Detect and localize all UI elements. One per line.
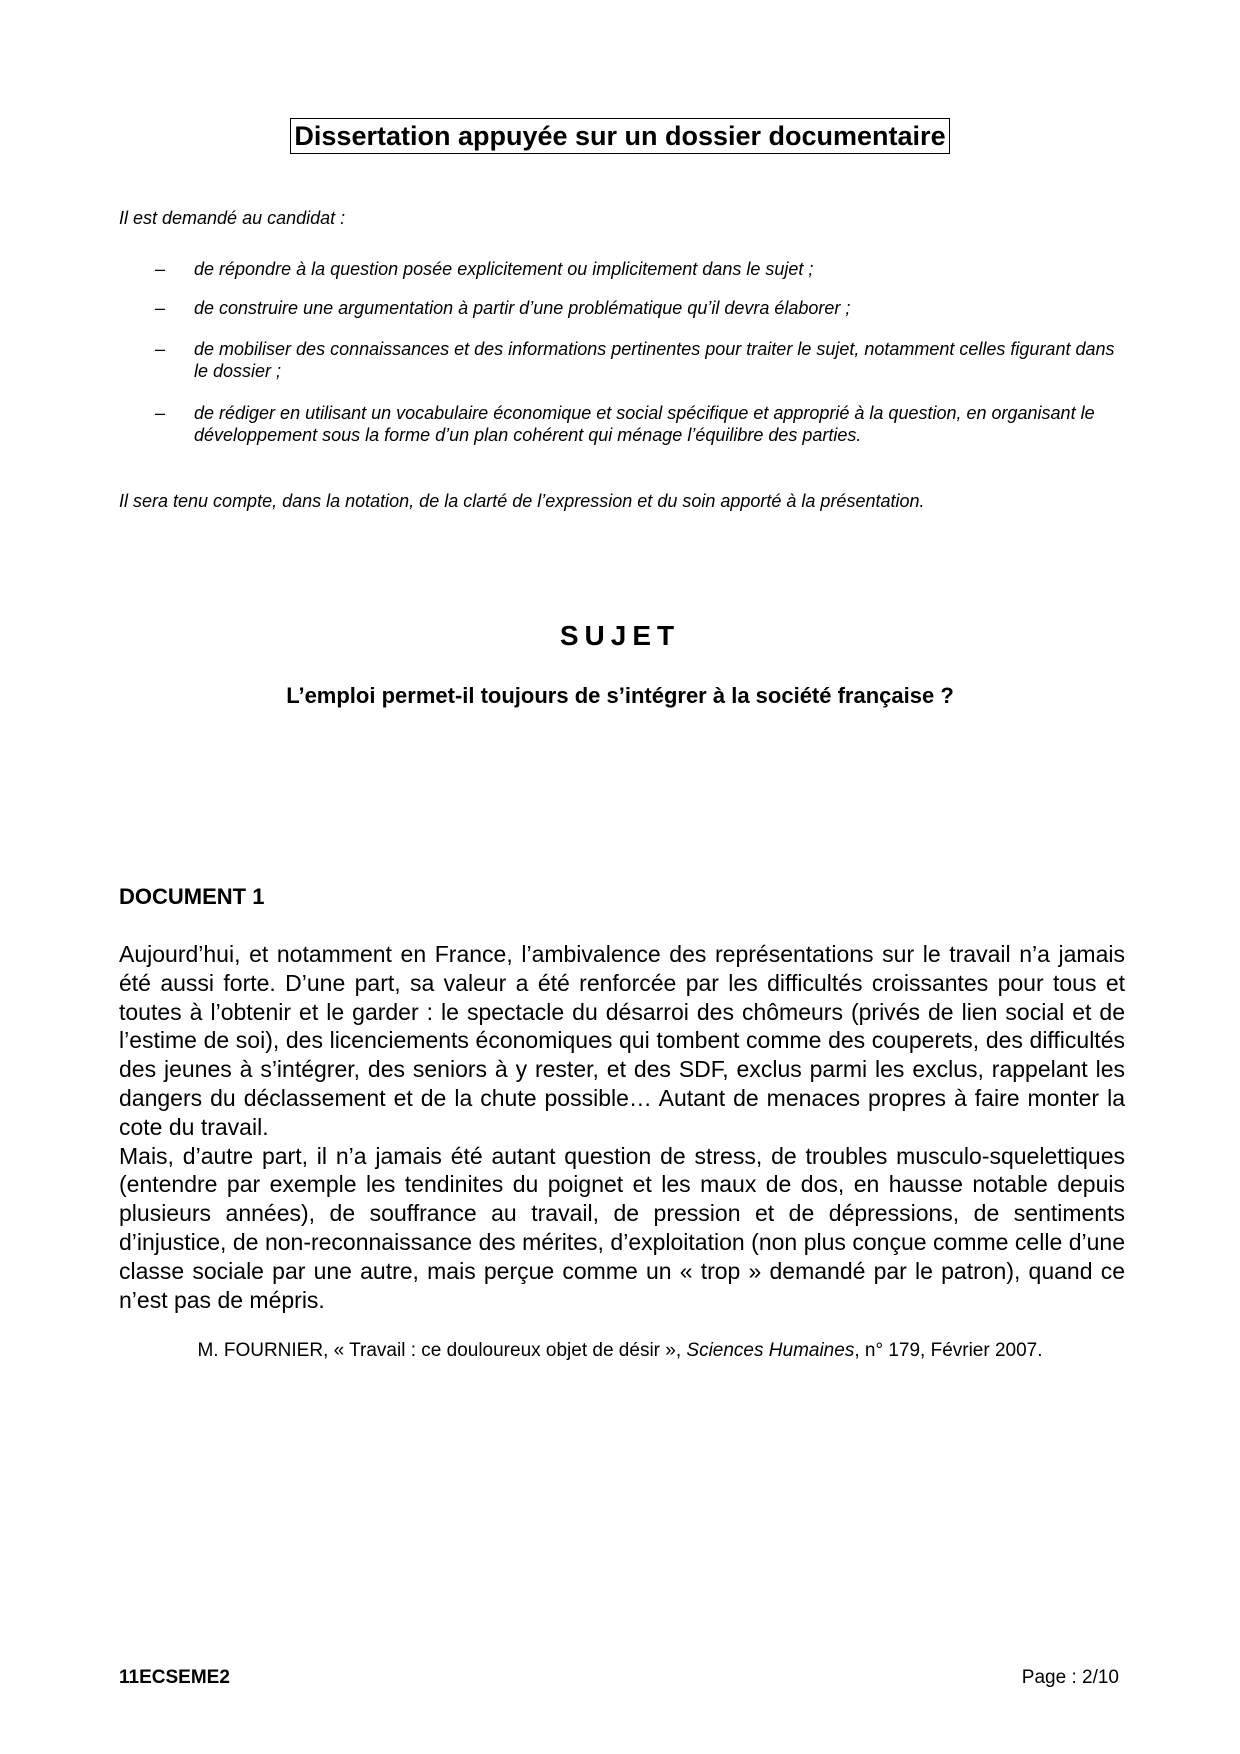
dash-bullet: – — [155, 403, 166, 423]
dash-bullet: – — [155, 259, 166, 279]
sujet-heading: SUJET — [559, 620, 681, 651]
dash-bullet: – — [155, 298, 166, 318]
document-title — [0, 118, 1240, 154]
dash-bullet: – — [155, 339, 166, 359]
instructions-intro: Il est demandé au candidat : — [119, 208, 346, 228]
document-title-text: Dissertation appuyée sur un dossier documentaire — [290, 118, 949, 154]
footer-page-number: Page : 2/10 — [1021, 1667, 1119, 1688]
document-1-paragraph: Aujourd’hui, et notamment en France, l’ambivalence des représentations sur le travail n’a jamais été aussi forte. D’une part, sa valeur a été renforcée par les difficultés croissantes pour tous et toutes à l’obtenir et le garder : le spectacle du désarroi des chômeurs (privés de lien social et de l’estime de soi), des licenciements économiques qui tombent comme des couperets, des difficultés des jeunes à s’intégrer, des seniors à y rester, et des SDF, exclus parmi les exclus, rappelant les dangers du déclassement et de la chute possible… Autant de menaces propres à faire monter la cote du travail. — [119, 941, 1125, 1140]
footer-exam-code: 11ECSEME2 — [119, 1667, 230, 1688]
instruction-text: de répondre à la question posée explicitement ou implicitement dans le sujet ; — [194, 259, 814, 279]
document-1-body — [119, 940, 1125, 1314]
source-details: , n° 179, Février 2007. — [854, 1340, 1043, 1361]
document-1-paragraph: Mais, d’autre part, il n’a jamais été autant question de stress, de troubles musculo-squelettiques (entendre par exemple les tendinites du poignet et les maux de dos, en hausse notable depuis plusieurs années), de souffrance au travail, de pression et de dépressions, de sentiments d’injustice, de non-reconnaissance des mérites, d’exploitation (non plus conçue comme celle d’une classe sociale par une autre, mais perçue comme un « trop » demandé par le patron), quand ce n’est pas de mépris. — [119, 1142, 1125, 1313]
instruction-text: de construire une argumentation à partir d’une problématique qu’il devra élaborer ; — [194, 298, 851, 318]
sujet-question: L’emploi permet-il toujours de s’intégrer à la société française ? — [286, 683, 954, 708]
instruction-text: de mobiliser des connaissances et des informations pertinentes pour traiter le sujet, notamment celles figurant dans le dossier ; — [194, 339, 1115, 381]
document-1-heading: DOCUMENT 1 — [119, 884, 265, 909]
instruction-text: de rédiger en utilisant un vocabulaire économique et social spécifique et approprié à la question, en organisant le développement sous la forme d’un plan cohérent qui ménage l’équilibre des parties. — [194, 403, 1095, 445]
source-author-title: M. FOURNIER, « Travail : ce douloureux objet de désir », — [197, 1340, 687, 1361]
document-1-source — [0, 1340, 1240, 1362]
instructions-closing: Il sera tenu compte, dans la notation, de la clarté de l’expression et du soin apporté à la présentation. — [119, 491, 925, 511]
source-journal: Sciences Humaines — [686, 1340, 855, 1361]
